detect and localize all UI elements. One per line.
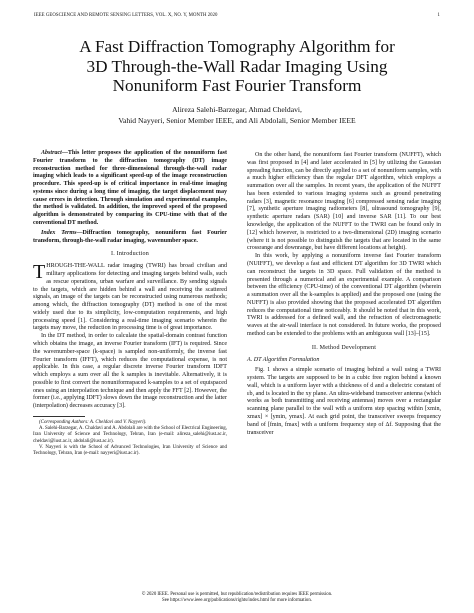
author-line: Alireza Salehi-Barzegar, Ahmad Cheldavi, bbox=[172, 105, 302, 114]
body-paragraph: In this work, by applying a nonuniform inverse fast Fourier transform (NUIFFT), we develop a fast and efficient DT algorithm for 3D TWRI which can reconstruct the targets in 3D space. Full validation of the method is presented through a numerical and an experimental example. A comparison between the efficiency (CPU-time) of the conventional DT algorithm (wherein a summation over all the k-samples is applied) and the proposed one (using the NUFFT) is also provided showing that the proposed accelerated DT algorithm reduces the computational time noticeably. It should be noted that in this work, TWRI is addressed for a defined wall, and the refraction of electromagnetic waves at the air-wall interface is not considered. In future works, the proposed method can be extended to the problems with an ambiguous wall [13]–[15]. bbox=[247, 253, 441, 337]
footnote-divider bbox=[33, 416, 85, 417]
section-heading-method: II. Method Development bbox=[311, 344, 377, 351]
index-terms-label: Index Terms bbox=[41, 229, 77, 236]
running-head bbox=[34, 13, 440, 18]
subsection-heading: A. DT Algorithm Formulation bbox=[247, 356, 320, 363]
section-heading-introduction: I. Introduction bbox=[111, 251, 149, 258]
author-list bbox=[20, 104, 454, 127]
left-column bbox=[33, 150, 227, 457]
index-terms bbox=[33, 230, 227, 246]
paper-title bbox=[20, 37, 454, 96]
intro-paragraph-text: HROUGH-THE-WALL radar imaging (TWRI) has broad civilian and military applications for detecting and imaging targets behind walls, such as rescue operations, urban warfare and surveillance. By sending signals to the targets, which are hidden behind a wall and receiving the scattered signals, an image of the targets can be reconstructed using numerous methods; among which, the diffraction tomography (DT) method is one of the most widely used due to its simplicity, low-computation requirements, and high processing speed [1]. Considering a real-time imaging scenario wherein the targets may move, the reduction in processing time is of great importance. bbox=[33, 263, 227, 332]
body-paragraph: On the other hand, the nonuniform fast Fourier transform (NUFFT), which was first proposed in [4] and later accelerated in [5] by utilizing the Gaussian spreading function, can be directly applied to a set of nonuniform samples, with a much higher efficiency than the regular DFT algorithm, which employs a summation over all the samples. In recent years, the application of the NUFFT has been extended to various imaging systems such as ground penetrating radars [3], magnetic resonance imaging [6] compressed sensing radar imaging [7], synthetic aperture imaging radiometers [8], ultrasound tomography [9], synthetic aperture radars (SAR) [10] and inverse SAR [11]. To our best knowledge, the application of the NUFFT to the TWRI can be found only in [12] which however, is restricted to a two-dimensional (2D) imaging scenario (where it is not possible to distinguish the targets that are located in the same crossrange and downrange, but have different locations at height). bbox=[247, 152, 441, 252]
page-number: 1 bbox=[437, 13, 440, 18]
copyright-footer bbox=[20, 592, 454, 604]
copyright-line: © 2020 IEEE. Personal use is permitted, but republication/redistribution requires IEEE permission. bbox=[141, 592, 333, 597]
intro-paragraph bbox=[33, 263, 227, 333]
title-line: A Fast Diffraction Tomography Algorithm for bbox=[79, 37, 395, 56]
right-column bbox=[247, 152, 441, 437]
copyright-line: See https://www.ieee.org/publications/rights/index.html for more information. bbox=[162, 598, 312, 604]
corresponding-authors-note: (Corresponding Authors: A. Cheldavi and V. Nayyeri). bbox=[39, 420, 147, 425]
abstract bbox=[33, 150, 227, 228]
drop-cap: T bbox=[33, 261, 46, 284]
abstract-text: —This letter proposes the application of the nonuniform fast Fourier transform to the diffraction tomography (DT) image reconstruction method for three-dimensional through-the-wall radar imaging which leads to a significant speed-up of the image reconstruction procedure. This speed-up is of critical importance in real-time imaging systems since during a long time of imaging, the target displacement may cause errors in detection. Through simulation and experimental examples, the method is validated. In addition, the improved speed of the proposed algorithm is demonstrated by comparing its CPU-time with that of the conventional DT method. bbox=[33, 150, 227, 227]
affiliation-note: A. Salehi-Barzegar, A. Chaldavi and A. Abdolali are with the School of Electrical Engineering, Iran University of Science and Technology, Tehran, Iran (e-mail: alireza_salehi@iust.ac.ir, cheldavi@iust.ac.ir, abdolali@iust.ac.ir). bbox=[33, 426, 227, 444]
index-terms-text: —Diffraction tomography, nonuniform fast Fourier transform, through-the-wall radar imaging, wavenumber space. bbox=[33, 229, 227, 244]
footnotes bbox=[33, 420, 227, 457]
title-line: 3D Through-the-Wall Radar Imaging Using bbox=[86, 56, 388, 76]
affiliation-note: V. Nayyeri is with the School of Advanced Technologies, Iran University of Science and Technology, Tehran, Iran (e-mail: nayyeri@iust.ac.ir). bbox=[33, 444, 227, 457]
title-line: Nonuniform Fast Fourier Transform bbox=[112, 76, 362, 96]
intro-paragraph: In the DT method, in order to calculate the spatial-domain contrast function which obtains the image, an inverse Fourier transform (IFT) is required. Since the wavenumber-space (k-space) is sampled non-uniformly, the inverse fast Fourier transform (IFFT), which reduces the computational expense, is not applicable. In this case, a regular discrete inverse Fourier transform IDFT which employs a sum over all the k samples is inevitable. Alternatively, it is possible to first convert the nonuniformspaced k-samples to a set of equispaced ones using an interpolation technique and then apply the FFT [2]. However, the former (i.e., applying IDFT) slows down the image reconstruction and the latter (interpolation) decreases accuracy [3]. bbox=[33, 333, 227, 410]
journal-name: IEEE GEOSCIENCE AND REMOTE SENSING LETTERS, VOL. X, NO. Y, MONTH 2020 bbox=[34, 13, 218, 18]
body-paragraph: Fig. 1 shows a simple scenario of imaging behind a wall using a TWRI system. The targets are supposed to be in a cubic free region behind a known wall, which is a uniform layer with a thickness of d and a dielectric constant of εb, and is located in the xy plane. An ultra-wideband transceiver antenna (which works as both transmitting and receiving antennas) moves over a rectangular scanning plane parallel to the wall with a uniform step spacing within [xmin, xmax] × [ymin, ymax]. At each grid point, the transceiver sweeps frequency band of [fmin, fmax] with a uniform frequency step of Δf. Supposing that the transceiver bbox=[247, 367, 441, 436]
author-line: Vahid Nayyeri, Senior Member IEEE, and Ali Abdolali, Senior Member IEEE bbox=[118, 116, 356, 126]
abstract-label: Abstract bbox=[41, 150, 62, 156]
